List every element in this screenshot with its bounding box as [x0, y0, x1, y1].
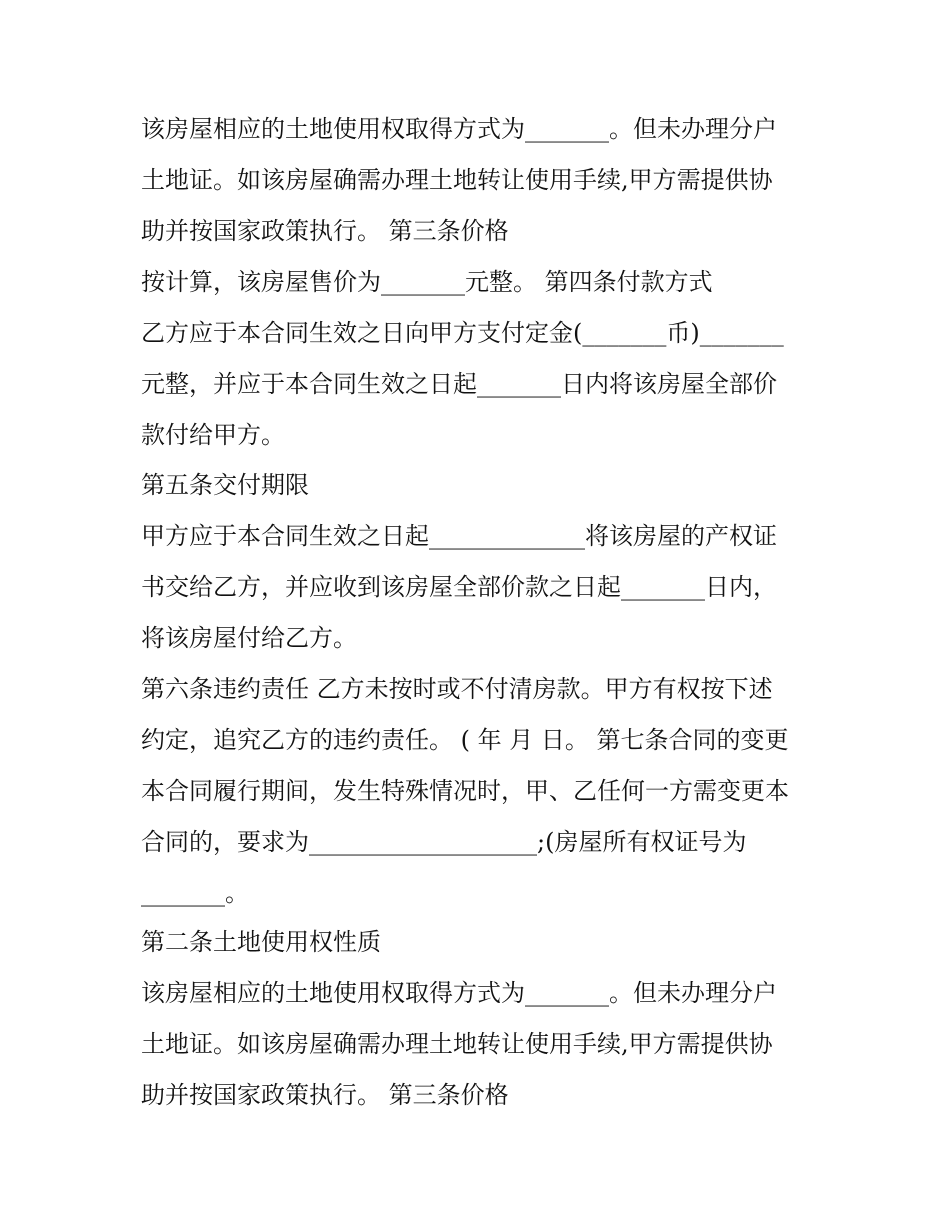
text-line: 约定，追究乙方的违约责任。 ( 年 月 日。 第七条合同的变更 — [141, 726, 789, 754]
text-line: 元整，并应于本合同生效之日起_______日内将该房屋全部价 — [141, 370, 777, 398]
text-line: 合同的，要求为___________________;(房屋所有权证号为 — [141, 828, 747, 856]
text-line: 该房屋相应的土地使用权取得方式为_______。但未办理分户 — [141, 979, 777, 1007]
text-line: 土地证。如该房屋确需办理土地转让使用手续,甲方需提供协 — [141, 1030, 773, 1058]
text-line: 助并按国家政策执行。 第三条价格 — [141, 1081, 509, 1109]
section-heading: 第五条交付期限 — [141, 471, 309, 499]
text-line: 甲方应于本合同生效之日起_____________将该房屋的产权证 — [141, 522, 777, 550]
text-line: 将该房屋付给乙方。 — [141, 624, 357, 652]
text-line: 本合同履行期间，发生特殊情况时，甲、乙任何一方需变更本 — [141, 777, 789, 805]
section-heading: 第二条土地使用权性质 — [141, 928, 381, 956]
text-line: 土地证。如该房屋确需办理土地转让使用手续,甲方需提供协 — [141, 166, 773, 194]
text-line: _______。 — [141, 879, 249, 907]
text-line: 该房屋相应的土地使用权取得方式为_______。但未办理分户 — [141, 115, 777, 143]
text-line: 书交给乙方，并应收到该房屋全部价款之日起_______日内， — [141, 573, 777, 601]
text-line: 乙方应于本合同生效之日向甲方支付定金(_______币)_______ — [141, 319, 784, 347]
text-line: 助并按国家政策执行。 第三条价格 — [141, 217, 509, 245]
text-line: 第六条违约责任 乙方未按时或不付清房款。甲方有权按下述 — [141, 675, 773, 703]
text-line: 按计算，该房屋售价为_______元整。 第四条付款方式 — [141, 268, 713, 296]
text-line: 款付给甲方。 — [141, 421, 285, 449]
